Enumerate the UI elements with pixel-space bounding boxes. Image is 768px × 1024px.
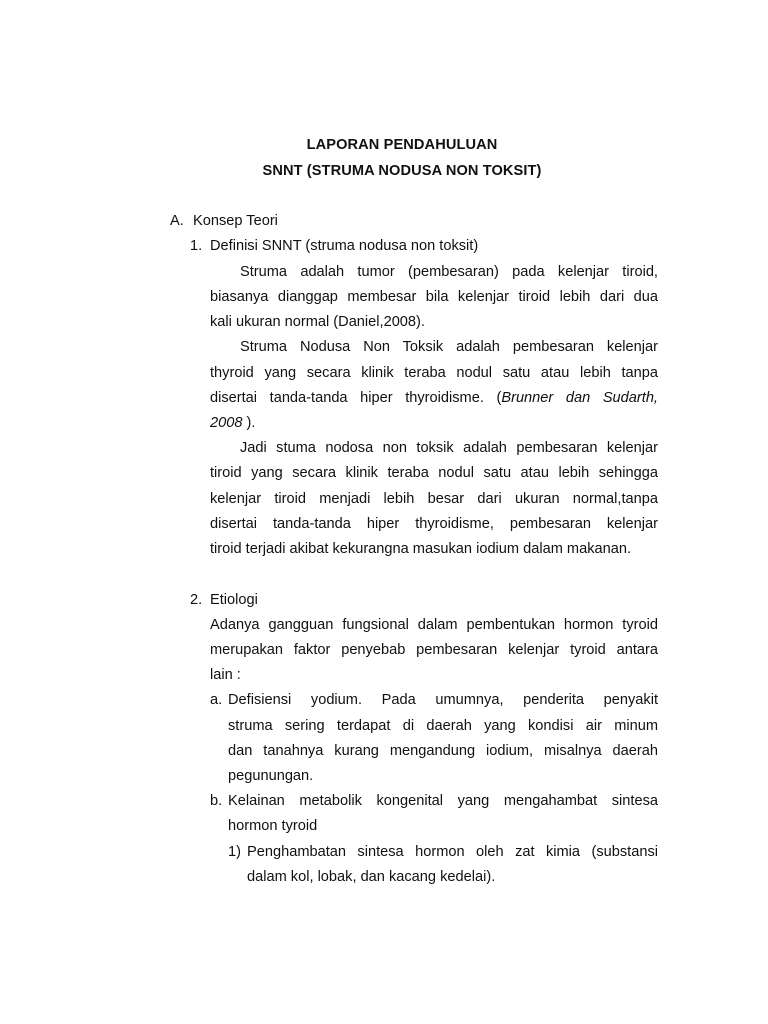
etiologi-intro-line1: Adanya gangguan fungsional dalam pembentukan hormon tyroid bbox=[210, 617, 658, 633]
item1-heading: Definisi SNNT (struma nodusa non toksit) bbox=[210, 238, 479, 254]
para2-line4 bbox=[210, 414, 255, 432]
para1-line3: kali ukuran normal (Daniel,2008). bbox=[210, 314, 425, 330]
section-a-marker: A. bbox=[170, 213, 184, 229]
section-a-heading: Konsep Teori bbox=[193, 213, 278, 229]
etiologi-intro-line3: lain : bbox=[210, 667, 241, 683]
para3-line3: kelenjar tiroid menjadi lebih besar dari ukuran normal,tanpa bbox=[210, 491, 658, 507]
para2-citation-year: 2008 bbox=[210, 415, 243, 431]
para2-line2: thyroid yang secara klinik teraba nodul satu atau lebih tanpa bbox=[210, 365, 658, 381]
para1-line1: Struma adalah tumor (pembesaran) pada kelenjar tiroid, bbox=[240, 264, 658, 280]
sub-a-line2: struma sering terdapat di daerah yang kondisi air minum bbox=[228, 718, 658, 734]
para2-line3 bbox=[210, 389, 658, 407]
para3-line1: Jadi stuma nodosa non toksik adalah pembesaran kelenjar bbox=[240, 440, 658, 456]
para3-line2: tiroid yang secara klinik teraba nodul satu atau lebih sehingga bbox=[210, 465, 658, 481]
para3-line4: disertai tanda-tanda hiper thyroidisme, pembesaran kelenjar bbox=[210, 516, 658, 532]
sub-b1-line2: dalam kol, lobak, dan kacang kedelai). bbox=[247, 869, 496, 885]
sub-a-line4: pegunungan. bbox=[228, 768, 314, 784]
sub-b-line1: Kelainan metabolik kongenital yang mengahambat sintesa bbox=[228, 793, 658, 809]
para2-line1: Struma Nodusa Non Toksik adalah pembesaran kelenjar bbox=[240, 339, 658, 355]
sub-b-marker: b. bbox=[210, 793, 223, 809]
document-subtitle: SNNT (STRUMA NODUSA NON TOKSIT) bbox=[262, 163, 542, 179]
item2-heading: Etiologi bbox=[210, 592, 258, 608]
sub-b1-line1: Penghambatan sintesa hormon oleh zat kimia (substansi bbox=[247, 844, 658, 860]
para1-line2: biasanya dianggap membesar bila kelenjar tiroid lebih dari dua bbox=[210, 289, 658, 305]
item2-marker: 2. bbox=[190, 592, 203, 608]
para2-citation-authors: Brunner dan Sudarth, bbox=[501, 390, 658, 406]
sub-b-line2: hormon tyroid bbox=[228, 818, 318, 834]
sub-a-marker: a. bbox=[210, 692, 223, 708]
item1-marker: 1. bbox=[190, 238, 203, 254]
para3-line5: tiroid terjadi akibat kekurangna masukan iodium dalam makanan. bbox=[210, 541, 632, 557]
document-title: LAPORAN PENDAHULUAN bbox=[306, 137, 498, 153]
para2-line3-text: disertai tanda-tanda hiper thyroidisme. ( bbox=[210, 390, 502, 406]
sub-b1-marker: 1) bbox=[228, 844, 241, 860]
para2-line4-text: ). bbox=[242, 415, 256, 431]
sub-a-line1: Defisiensi yodium. Pada umumnya, penderita penyakit bbox=[228, 692, 658, 708]
sub-a-line3: dan tanahnya kurang mengandung iodium, misalnya daerah bbox=[228, 743, 658, 759]
etiologi-intro-line2: merupakan faktor penyebab pembesaran kelenjar tyroid antara bbox=[210, 642, 658, 658]
